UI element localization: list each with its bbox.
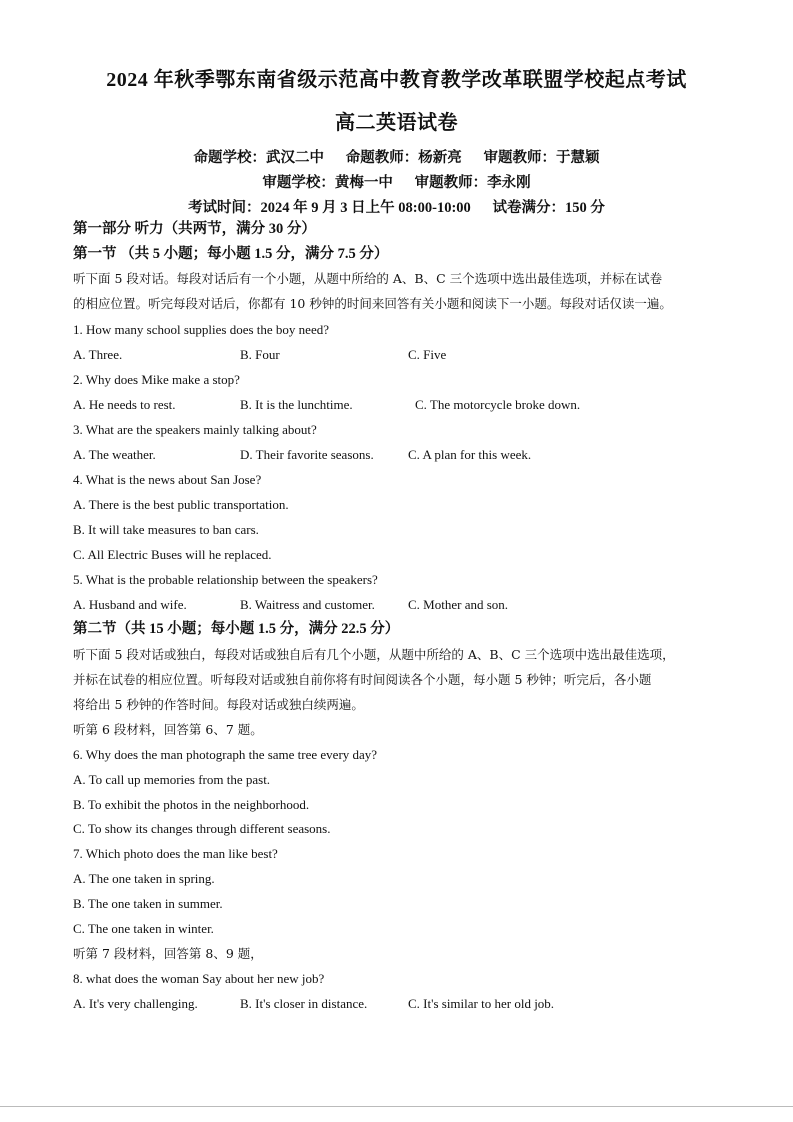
question-5-option-c: C. Mother and son. [408,597,509,612]
reviewer-info: 审题学校：黄梅一中 审题教师：李永刚 [262,175,531,191]
exam-time-info: 考试时间：2024 年 9 月 3 日上午 08:00-10:00 试卷满分：150 分 [188,200,605,216]
question-1-option-a: A. Three. [73,347,123,362]
question-2-option-a: A. He needs to rest. [73,397,176,412]
question-4-stem: 4. What is the news about San Jose? [73,472,262,487]
question-7-option-b: B. The one taken in summer. [73,896,223,911]
question-5-stem: 5. What is the probable relationship between the speakers? [73,572,378,587]
question-8-option-c: C. It's similar to her old job. [408,996,555,1011]
question-1-option-b: B. Four [240,347,280,362]
question-7-stem: 7. Which photo does the man like best? [73,846,278,861]
material-6-note: 听第 6 段材料，回答第 6、7 题。 [73,722,263,737]
section1-instructions-cont: 的相应位置。听完每段对话后，你都有 10 秒钟的时间来回答有关小题和阅读下一小题。每段对话仅读一遍。 [73,296,672,311]
section1-heading: 第一节 （共 5 小题；每小题 1.5 分，满分 7.5 分） [73,246,389,262]
question-1-stem: 1. How many school supplies does the boy need? [73,322,329,337]
question-3-option-b: D. Their favorite seasons. [240,447,374,462]
question-1-option-c: C. Five [408,347,447,362]
question-3-stem: 3. What are the speakers mainly talking about? [73,422,317,437]
question-3-option-a: A. The weather. [73,447,156,462]
section2-instructions-end: 将给出 5 秒钟的作答时间。每段对话或独白续两遍。 [73,697,364,712]
question-6-option-c: C. To show its changes through different seasons. [73,821,331,836]
page-bottom-divider [0,1106,793,1107]
question-2-stem: 2. Why does Mike make a stop? [73,372,240,387]
part1-heading: 第一部分 听力（共两节，满分 30 分） [73,221,316,237]
question-5-option-b: B. Waitress and customer. [240,597,375,612]
question-4-option-a: A. There is the best public transportation. [73,497,289,512]
section2-heading: 第二节（共 15 小题；每小题 1.5 分，满分 22.5 分） [73,621,400,637]
question-4-option-c: C. All Electric Buses will he replaced. [73,547,272,562]
section1-instructions: 听下面 5 段对话。每段对话后有一个小题，从题中所给的 A、B、C 三个选项中选出最佳选项，并标在试卷 [73,271,663,286]
section2-instructions-cont: 并标在试卷的相应位置。听每段对话或独自前你将有时间阅读各个小题，每小题 5 秒钟；听完后，各小题 [73,672,652,687]
section2-instructions: 听下面 5 段对话或独白，每段对话或独自后有几个小题，从题中所给的 A、B、C 三个选项中选出最佳选项， [73,647,675,662]
question-5-option-a: A. Husband and wife. [73,597,187,612]
question-6-option-b: B. To exhibit the photos in the neighborhood. [73,797,310,812]
question-8-stem: 8. what does the woman Say about her new job? [73,971,325,986]
question-7-option-c: C. The one taken in winter. [73,921,214,936]
question-6-option-a: A. To call up memories from the past. [73,772,271,787]
question-4-option-b: B. It will take measures to ban cars. [73,522,259,537]
question-2-option-b: B. It is the lunchtime. [240,397,353,412]
question-3-option-c: C. A plan for this week. [408,447,532,462]
question-7-option-a: A. The one taken in spring. [73,871,215,886]
question-6-stem: 6. Why does the man photograph the same tree every day? [73,747,378,762]
question-2-option-c: C. The motorcycle broke down. [415,397,581,412]
exam-title: 2024 年秋季鄂东南省级示范高中教育教学改革联盟学校起点考试 [106,69,687,91]
question-8-option-a: A. It's very challenging. [73,996,198,1011]
exam-subtitle: 高二英语试卷 [335,112,458,134]
question-8-option-b: B. It's closer in distance. [240,996,368,1011]
author-info: 命题学校：武汉二中 命题教师：杨新亮 审题教师：于慧颖 [193,150,600,166]
material-7-note: 听第 7 段材料，回答第 8、9 题， [73,946,263,961]
